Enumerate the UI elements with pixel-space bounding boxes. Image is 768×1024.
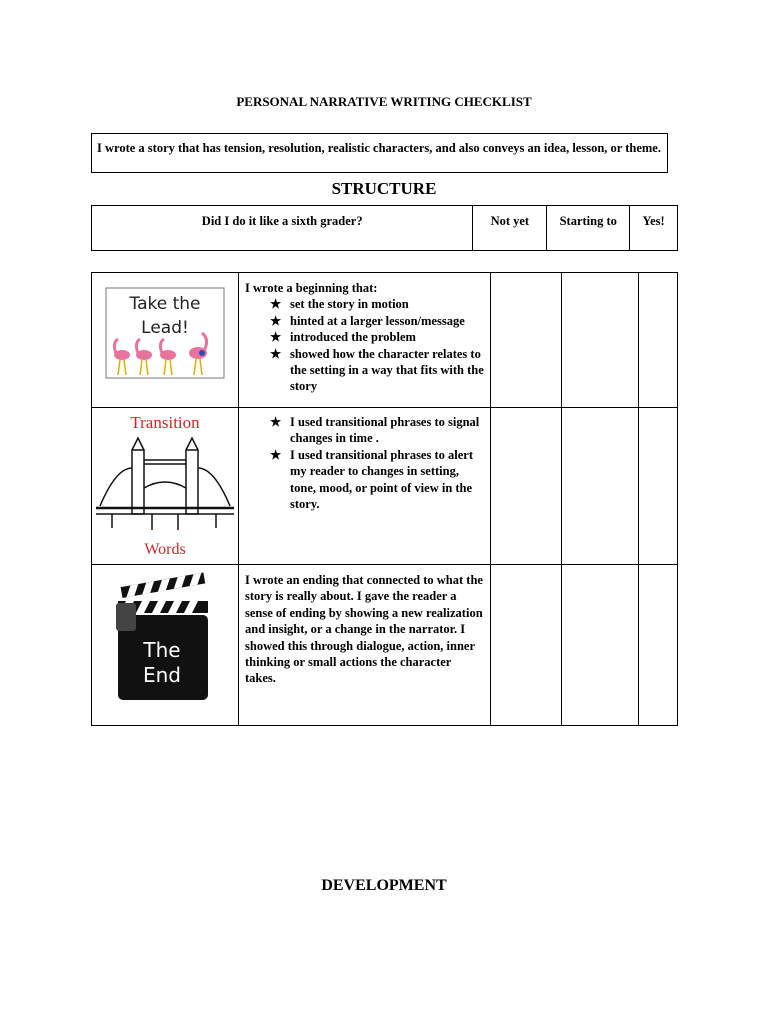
transition-image-cell [92, 408, 239, 565]
header-not-yet: Not yet [473, 206, 547, 251]
end-text: End [142, 663, 182, 687]
lead-not-yet-cell[interactable] [491, 273, 561, 408]
list-item: ★ showed how the character relates to the setting in a way that fits with the story [270, 346, 484, 394]
ending-paragraph: I wrote an ending that connected to what the story is really about. I gave the reader a sense of ending by showing a new realization and insight, or a change in the narrator. I showed this through dialogue, action, inner thinking or small actions the character takes. [245, 573, 483, 686]
development-heading: DEVELOPMENT [321, 877, 447, 894]
words-text: Words [144, 541, 186, 558]
transition-yes-cell[interactable] [639, 408, 678, 565]
structure-heading: STRUCTURE [331, 179, 437, 198]
table-row [92, 565, 678, 726]
list-item: ★ set the story in motion [270, 297, 409, 312]
structure-header-table [91, 205, 678, 251]
transition-starting-to-cell[interactable] [561, 408, 639, 565]
intro-statement: I wrote a story that has tension, resolution, realistic characters, and also conveys an idea, lesson, or theme. [91, 133, 668, 173]
ending-starting-to-cell[interactable] [561, 565, 639, 726]
star-icon: ★ [270, 415, 282, 429]
lead-intro: I wrote a beginning that: [245, 281, 378, 295]
header-question: Did I do it like a sixth grader? [92, 206, 473, 251]
ending-text-cell [239, 565, 491, 726]
transition-text: Transition [130, 413, 200, 432]
star-icon: ★ [270, 330, 282, 345]
structure-checklist-table [91, 272, 678, 726]
list-item: ★ I used transitional phrases to signal changes in time . [270, 415, 480, 446]
lead-starting-to-cell[interactable] [561, 273, 639, 408]
star-icon: ★ [270, 346, 282, 361]
header-yes: Yes! [630, 206, 678, 251]
list-item: ★ hinted at a larger lesson/message [270, 313, 465, 328]
star-icon: ★ [270, 313, 282, 328]
transition-not-yet-cell[interactable] [491, 408, 561, 565]
header-starting-to: Starting to [547, 206, 630, 251]
transition-words-image [92, 408, 238, 559]
lead-image-cell [92, 273, 239, 408]
the-end-clapperboard-image [92, 565, 238, 720]
ending-image-cell [92, 565, 239, 726]
table-row [92, 273, 678, 408]
take-the-lead-image [92, 273, 238, 402]
star-icon: ★ [270, 297, 282, 312]
page-title: PERSONAL NARRATIVE WRITING CHECKLIST [236, 94, 532, 109]
lead-yes-cell[interactable] [639, 273, 678, 408]
table-row [92, 408, 678, 565]
list-item: ★ I used transitional phrases to alert my reader to changes in setting, tone, mood, or point of view in the story. [270, 447, 473, 512]
transition-text-cell [239, 408, 491, 565]
ending-not-yet-cell[interactable] [491, 565, 561, 726]
star-icon: ★ [270, 447, 282, 462]
ending-yes-cell[interactable] [639, 565, 678, 726]
lead-text-1: Take the [129, 294, 201, 314]
lead-bullet-list [245, 296, 484, 394]
lead-text-2: Lead! [141, 318, 189, 338]
the-text: The [143, 638, 181, 662]
lead-text-cell [239, 273, 491, 408]
bridge-icon [96, 438, 234, 530]
transition-bullet-list [245, 414, 484, 512]
list-item: ★ introduced the problem [270, 330, 416, 345]
